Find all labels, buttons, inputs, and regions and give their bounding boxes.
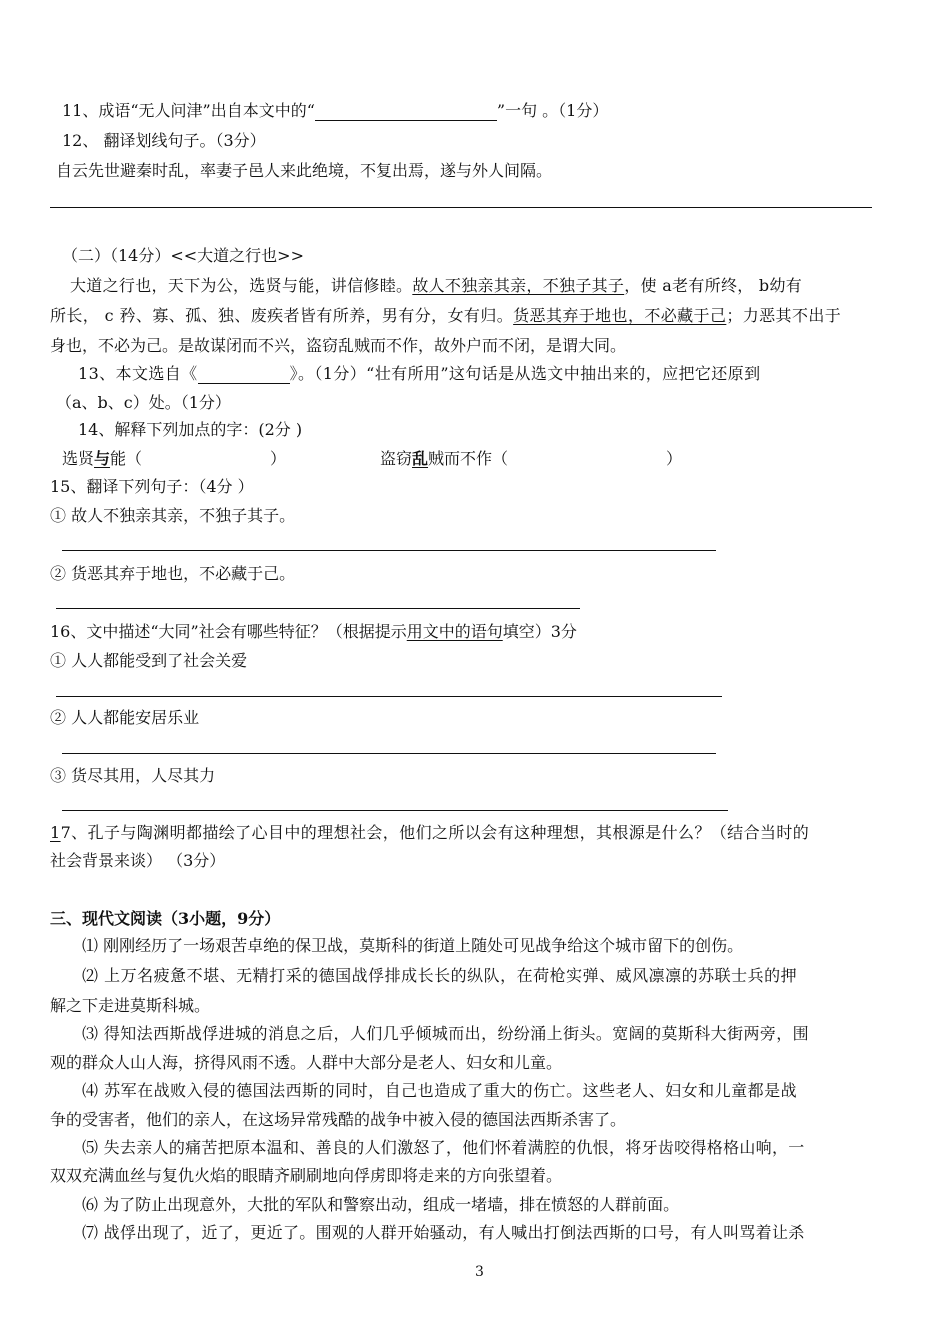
section2-heading: （二）（14分）<<大道之行也>> — [62, 246, 304, 265]
q15-answer-line-1[interactable] — [62, 550, 716, 551]
q15-answer-line-2[interactable] — [56, 608, 580, 609]
reading-para-6: ⑹ 为了防止出现意外，大批的军队和警察出动，组成一堵墙，排在愤怒的人群前面。 — [82, 1195, 680, 1214]
passage-line-2 — [50, 306, 841, 326]
q15-sentence-2: ② 货恶其弃于地也，不必藏于己。 — [50, 564, 296, 583]
page-number: 3 — [475, 1264, 484, 1280]
q12-answer-line[interactable] — [50, 207, 872, 208]
passage-text: ；力恶其不出于 — [726, 306, 842, 325]
q15-sentence-1: ① 故人不独亲其亲，不独子其子。 — [50, 506, 296, 525]
reading-para-4a: ⑷ 苏军在战败入侵的德国法西斯的同时，自己也造成了重大的伤亡。这些老人、妇女和儿童都是战 — [82, 1081, 798, 1100]
q17-line-2: 社会背景来谈） （3分） — [50, 851, 226, 870]
q11-blank[interactable] — [315, 104, 497, 121]
q13-post: 》。（1分）“壮有所用”这句话是从选文中抽出来的，应把它还原到 — [289, 364, 761, 383]
passage-line-3: 身也，不必为己。是故谋闭而不兴，盗窃乱贼而不作，故外户而不闭，是谓大同。 — [50, 336, 627, 355]
q16-text: 16、文中描述“大同”社会有哪些特征？（根据提示 — [50, 622, 407, 641]
q14-title: 14、解释下列加点的字：(2分 ) — [78, 420, 303, 439]
passage-text: 大道之行也，天下为公，选贤与能，讲信修睦。 — [70, 276, 413, 295]
reading-para-3a: ⑶ 得知法西斯战俘进城的消息之后，人们几乎倾城而出，纷纷涌上街头。宽阔的莫斯科大街两旁，围 — [82, 1024, 810, 1043]
q17-text: 7、孔子与陶渊明都描绘了心目中的理想社会，他们之所以会有这种理想，其根源是什么？（结合当时的 — [60, 823, 810, 842]
q17-number: 1 — [50, 823, 61, 842]
q14-item-text: 能（ — [110, 449, 143, 468]
q16-answer-line-3[interactable] — [62, 810, 728, 811]
q13-pre: 13、本文选自《 — [78, 364, 198, 383]
reading-para-4b: 争的受害者，他们的亲人，在这场异常残酷的战争中被入侵的德国法西斯杀害了。 — [50, 1110, 627, 1129]
q13-blank[interactable] — [198, 367, 290, 384]
q11-post: ”一句 。（1分） — [496, 101, 609, 120]
q14-keyword-2: 乱 — [412, 449, 429, 468]
q16-answer-line-2[interactable] — [62, 753, 716, 754]
q14-item-1 — [62, 449, 286, 469]
underlined-sentence-1: 故人不独亲其亲，不独子其子 — [412, 276, 625, 295]
q16-item-3: ③ 货尽其用，人尽其力 — [50, 766, 216, 785]
q16-text: 填空）3分 — [502, 622, 577, 641]
q11-pre: 11、成语“无人问津”出自本文中的“ — [62, 101, 315, 120]
q11-line — [62, 101, 608, 121]
q14-item-text: ） — [270, 449, 287, 468]
q16-item-1: ① 人人都能受到了社会关爱 — [50, 651, 248, 670]
passage-line-1 — [70, 276, 910, 296]
q12-title: 12、 翻译划线句子。（3分） — [62, 131, 266, 150]
q14-item-2 — [380, 449, 682, 469]
q13-line — [78, 364, 761, 384]
reading-para-5b: 双双充满血丝与复仇火焰的眼睛齐刷刷地向俘虏即将走来的方向张望着。 — [50, 1166, 563, 1185]
reading-para-3b: 观的群众人山人海，挤得风雨不透。人群中大部分是老人、妇女和儿童。 — [50, 1053, 563, 1072]
q16-item-2: ② 人人都能安居乐业 — [50, 708, 200, 727]
q14-keyword-1: 与 — [94, 449, 111, 468]
q13-line-2: （a、b、c）处。（1分） — [56, 393, 231, 412]
passage-text: 所长， c 矜、寡、孤、独、废疾者皆有所养，男有分，女有归。 — [50, 306, 514, 325]
q16-underlined: 用文中的语句 — [406, 622, 503, 641]
q14-item-text: 贼而不作（ — [428, 449, 509, 468]
q14-item-text: 盗窃 — [380, 449, 413, 468]
q14-item-text: 选贤 — [62, 449, 95, 468]
underlined-sentence-2: 货恶其弃于地也，不必藏于己 — [513, 306, 727, 325]
q17-line-1 — [50, 823, 809, 843]
q14-item-text: ） — [666, 449, 683, 468]
passage-text: ，使 a老有所终， b幼有 — [624, 276, 803, 295]
reading-para-5a: ⑸ 失去亲人的痛苦把原本温和、善良的人们激怒了，他们怀着满腔的仇恨，将牙齿咬得格格山响，一 — [82, 1138, 805, 1157]
section3-heading: 三、现代文阅读（3小题，9分） — [50, 909, 281, 928]
reading-para-2a: ⑵ 上万名疲惫不堪、无精打采的德国战俘排成长长的纵队，在荷枪实弹、威风凛凛的苏联士兵的押 — [82, 966, 798, 985]
q15-title: 15、翻译下列句子：（4分 ） — [50, 477, 254, 496]
reading-para-7: ⑺ 战俘出现了，近了，更近了。围观的人群开始骚动，有人喊出打倒法西斯的口号，有人叫骂着让杀 — [82, 1223, 805, 1242]
q12-sentence: 自云先世避秦时乱，率妻子邑人来此绝境，不复出焉，遂与外人间隔。 — [56, 161, 553, 180]
q16-title — [50, 622, 577, 642]
q16-answer-line-1[interactable] — [56, 696, 722, 697]
reading-para-1: ⑴ 刚刚经历了一场艰苦卓绝的保卫战，莫斯科的街道上随处可见战争给这个城市留下的创伤。 — [82, 936, 744, 955]
reading-para-2b: 解之下走进莫斯科城。 — [50, 996, 211, 1015]
